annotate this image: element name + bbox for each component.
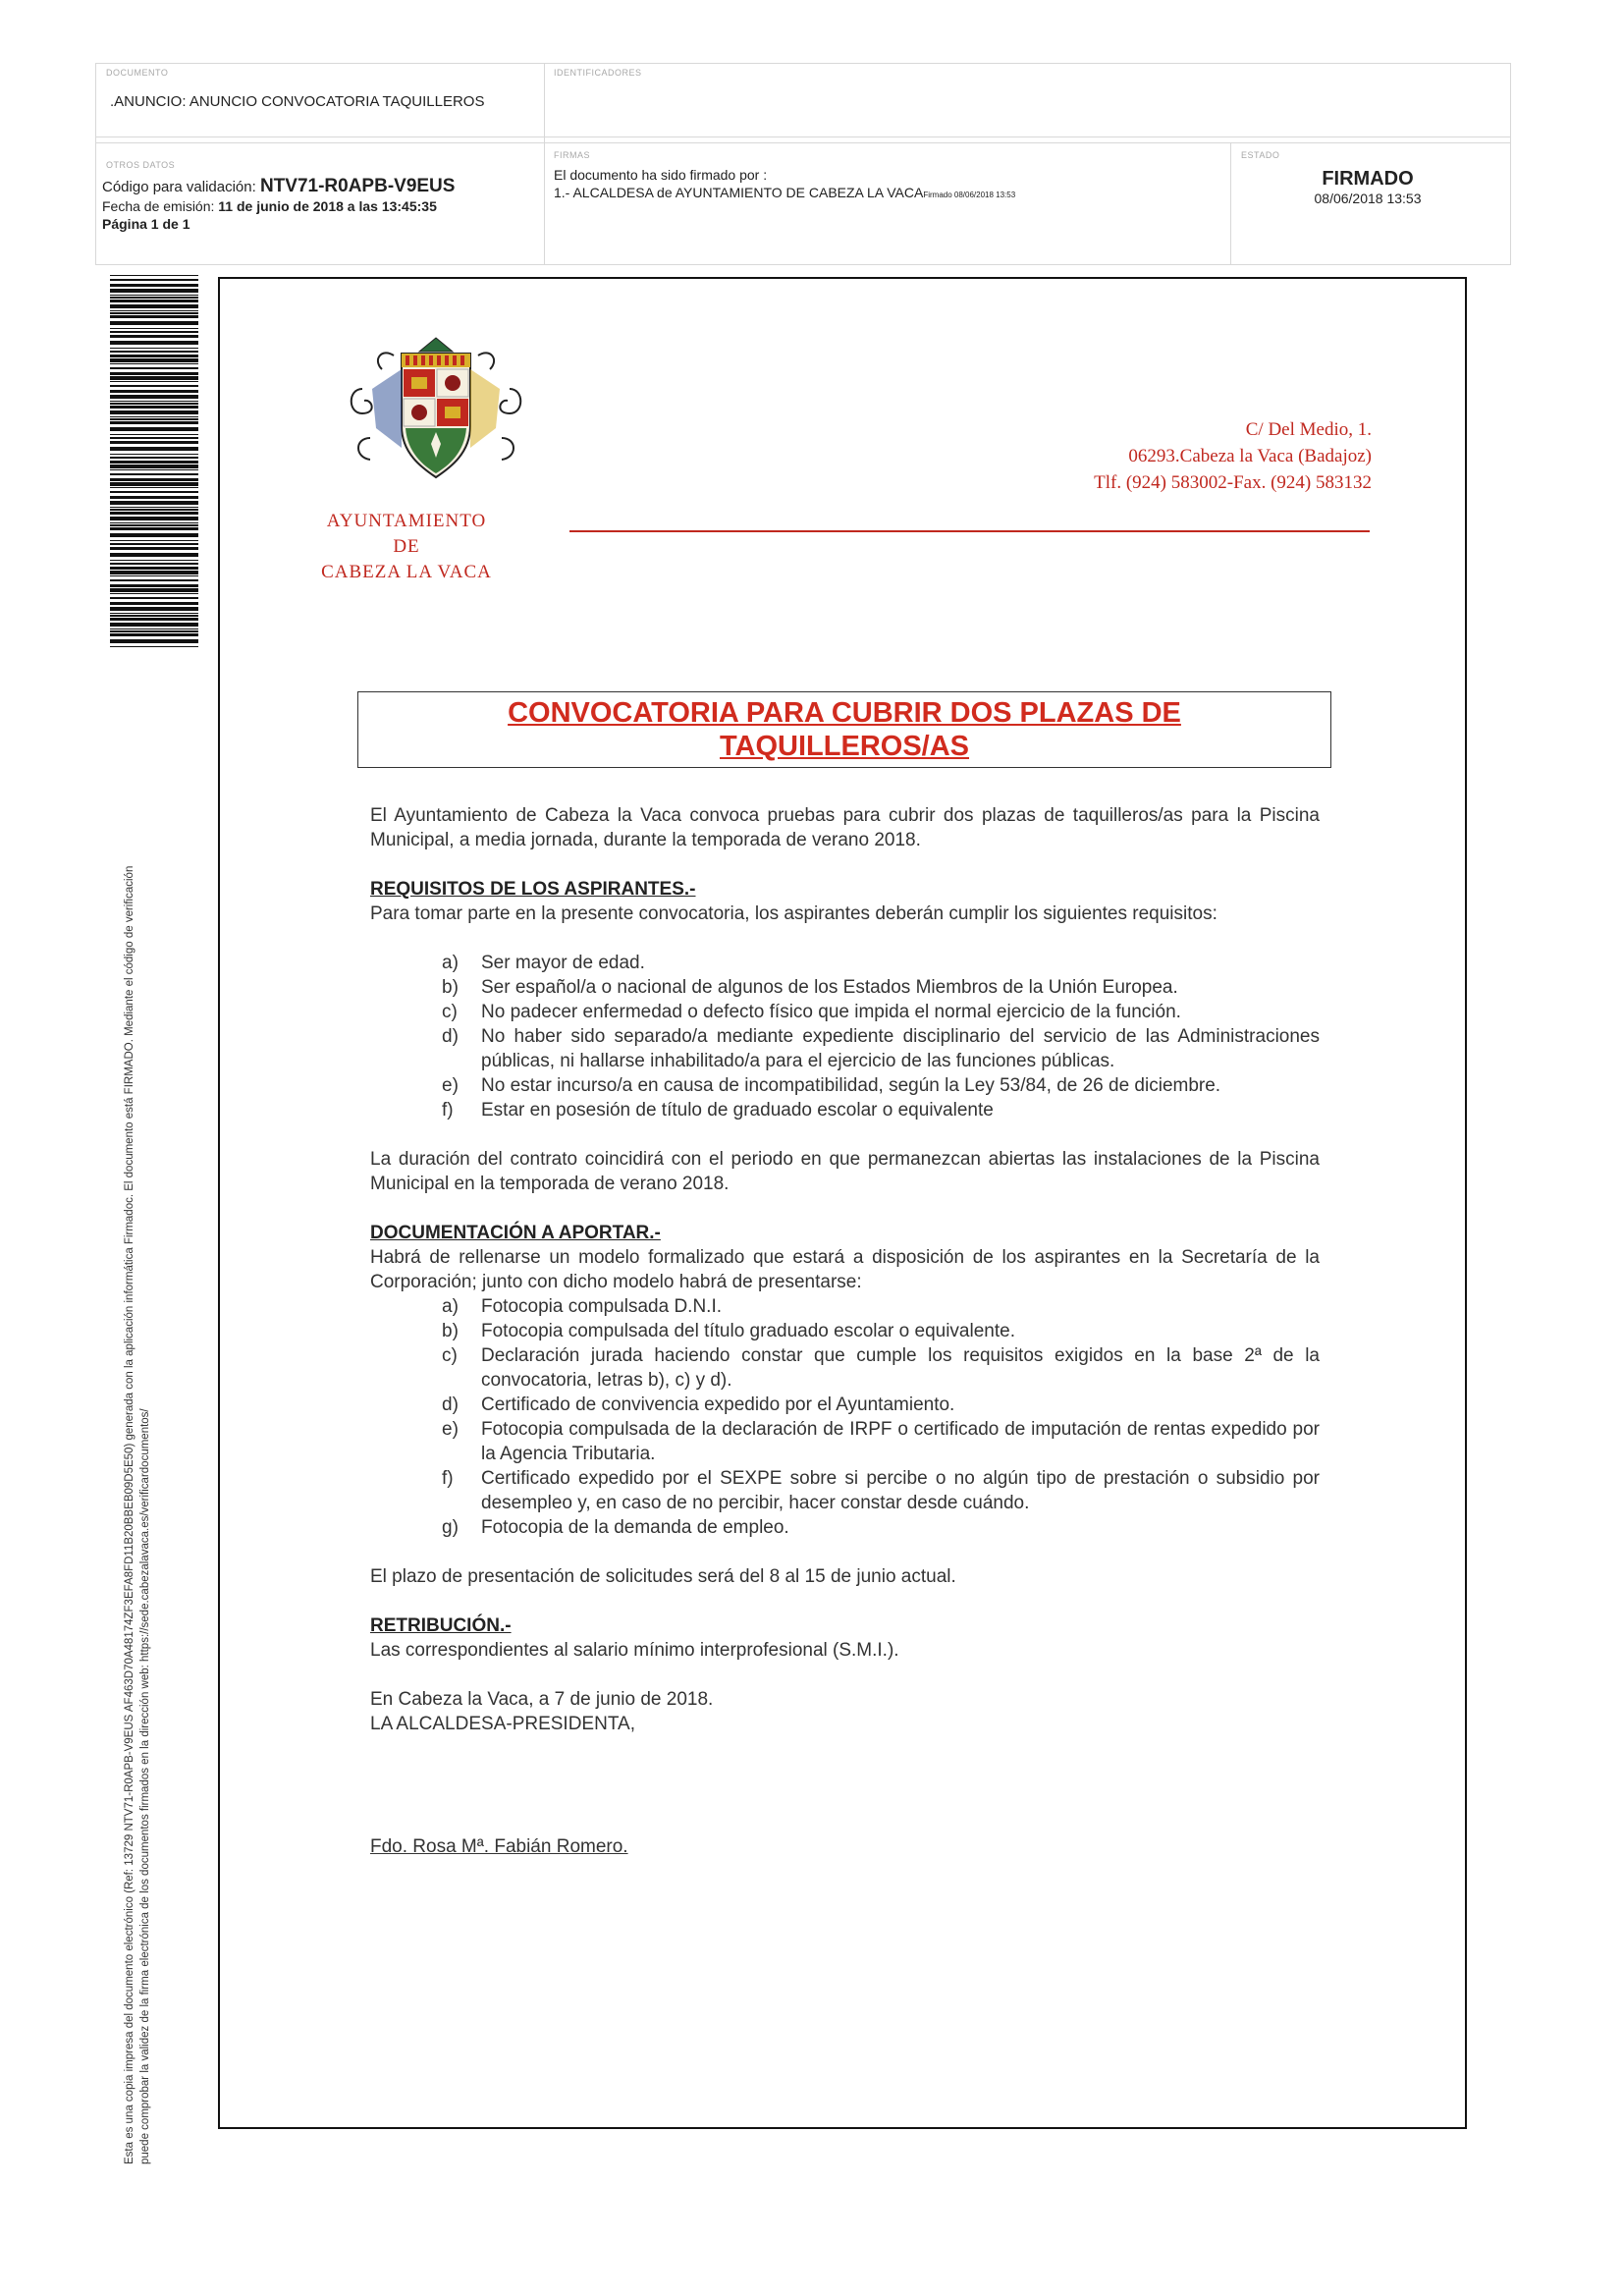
barcode-bar xyxy=(110,341,198,345)
barcode-bar xyxy=(110,478,198,481)
barcode-bar xyxy=(110,441,198,444)
barcode-bar xyxy=(110,575,198,576)
barcode-bar xyxy=(110,602,198,605)
requisito-item xyxy=(370,1098,1320,1122)
barcode-bar xyxy=(110,348,198,349)
barcode-bar xyxy=(110,300,198,302)
documentacion-list xyxy=(370,1294,1320,1540)
coat-of-arms-icon xyxy=(343,330,529,487)
fecha-value: 11 de junio de 2018 a las 13:45:35 xyxy=(218,198,437,214)
barcode-bar xyxy=(110,335,198,338)
duracion-paragraph: La duración del contrato coincidirá con el periodo en que permanezcan abiertas las instalaciones de la Piscina Municipal en la temporada de verano 2018. xyxy=(370,1149,1320,1194)
barcode-bar xyxy=(110,355,198,357)
cargo: LA ALCALDESA-PRESIDENTA, xyxy=(370,1714,635,1734)
barcode-bar xyxy=(110,297,198,299)
barcode-bar xyxy=(110,533,198,537)
barcode-bar xyxy=(110,328,198,329)
barcode-bar xyxy=(110,491,198,493)
ayto-line2: DE xyxy=(393,536,420,557)
title-line1: CONVOCATORIA PARA CUBRIR DOS PLAZAS DE xyxy=(508,697,1181,729)
requisito-item xyxy=(370,951,1320,975)
documento-item-text: Fotocopia compulsada D.N.I. xyxy=(481,1296,723,1317)
documento-item-text: Fotocopia de la demanda de empleo. xyxy=(481,1517,789,1538)
barcode-bar xyxy=(110,553,198,557)
documento-item-text: Fotocopia compulsada del título graduado escolar o equivalente. xyxy=(481,1321,1015,1341)
requisitos-heading: REQUISITOS DE LOS ASPIRANTES.- xyxy=(370,879,696,900)
barcode-bar xyxy=(110,310,198,311)
barcode-bar xyxy=(110,543,198,545)
barcode-bar xyxy=(110,351,198,353)
documento-item xyxy=(370,1515,1320,1540)
estado-value: FIRMADO xyxy=(1322,168,1414,190)
ayto-line1: AYUNTAMIENTO xyxy=(326,511,487,531)
barcode-bar xyxy=(110,501,198,505)
identificadores-label: IDENTIFICADORES xyxy=(554,68,642,78)
documento-item xyxy=(370,1319,1320,1343)
address-block xyxy=(1094,416,1372,496)
barcode-bar xyxy=(110,507,198,508)
ayuntamiento-name xyxy=(289,509,524,585)
documento-item xyxy=(370,1466,1320,1515)
barcode-bar xyxy=(110,579,198,581)
barcode-bar xyxy=(110,613,198,614)
address-line2: 06293.Cabeza la Vaca (Badajoz) xyxy=(1128,446,1372,466)
barcode-bar xyxy=(110,427,198,431)
barcode-bar xyxy=(110,496,198,499)
barcode-bar xyxy=(110,633,198,636)
barcode-bar xyxy=(110,547,198,550)
barcode-bar xyxy=(110,418,198,420)
requisito-item-key: f) xyxy=(442,1100,454,1121)
requisito-item-text: Ser mayor de edad. xyxy=(481,953,645,973)
estado-label: ESTADO xyxy=(1241,150,1280,160)
plazo-paragraph: El plazo de presentación de solicitudes será del 8 al 15 de junio actual. xyxy=(370,1566,956,1587)
barcode-bar xyxy=(110,487,198,488)
requisito-item-text: No haber sido separado/a mediante expediente disciplinario del servicio de las Administraciones públicas, ni hallarse inhabilitado/a para el ejercicio de las funciones públicas. xyxy=(481,1026,1320,1071)
fecha-lugar: En Cabeza la Vaca, a 7 de junio de 2018. xyxy=(370,1689,714,1710)
firmas-label: FIRMAS xyxy=(554,150,591,160)
documento-value: .ANUNCIO: ANUNCIO CONVOCATORIA TAQUILLEROS xyxy=(110,93,485,110)
requisito-item-text: Estar en posesión de título de graduado escolar o equivalente xyxy=(481,1100,994,1121)
retribucion-text: Las correspondientes al salario mínimo interprofesional (S.M.I.). xyxy=(370,1640,899,1661)
documento-item xyxy=(370,1393,1320,1417)
barcode-bar xyxy=(110,588,198,592)
barcode-bar xyxy=(110,630,198,632)
barcode-bar xyxy=(110,512,198,515)
firma: Fdo. Rosa Mª. Fabián Romero. xyxy=(370,1836,628,1857)
requisito-item-key: a) xyxy=(442,953,459,973)
barcode-bar xyxy=(110,522,198,523)
retribucion-heading: RETRIBUCIÓN.- xyxy=(370,1615,512,1636)
barcode-bar xyxy=(110,284,198,287)
codigo-value: NTV71-R0APB-V9EUS xyxy=(259,176,456,196)
documentacion-heading: DOCUMENTACIÓN A APORTAR.- xyxy=(370,1223,661,1243)
barcode-bar xyxy=(110,279,198,281)
barcode-bar xyxy=(110,385,198,387)
barcode-bar xyxy=(110,646,198,647)
letterhead-divider xyxy=(569,530,1370,532)
barcode-bar xyxy=(110,469,198,470)
document-body xyxy=(370,803,1320,1859)
documento-item-key: d) xyxy=(442,1394,459,1415)
barcode-bar xyxy=(110,615,198,617)
barcode-bar xyxy=(110,639,198,643)
barcode-bar xyxy=(110,367,198,369)
address-line1: C/ Del Medio, 1. xyxy=(1245,419,1372,440)
codigo-label: Código para validación: xyxy=(102,179,256,195)
barcode-bar xyxy=(110,527,198,530)
documento-item xyxy=(370,1417,1320,1466)
barcode-bar xyxy=(110,403,198,405)
barcode-bar xyxy=(110,390,198,393)
requisito-item-key: c) xyxy=(442,1002,458,1022)
documento-item xyxy=(370,1343,1320,1393)
barcode-bar xyxy=(110,607,198,611)
requisitos-intro: Para tomar parte en la presente convocatoria, los aspirantes deberán cumplir los siguientes requisitos: xyxy=(370,903,1217,924)
documento-item-key: a) xyxy=(442,1296,459,1317)
ayto-line3: CABEZA LA VACA xyxy=(321,562,492,582)
firmas-small: Firmado 08/06/2018 13:53 xyxy=(923,191,1016,199)
documento-item-text: Fotocopia compulsada de la declaración de IRPF o certificado de imputación de rentas expedido por la Agencia Tributaria. xyxy=(481,1419,1320,1464)
barcode-bar xyxy=(110,447,198,451)
barcode-bar xyxy=(110,395,198,399)
requisito-item-key: b) xyxy=(442,977,459,998)
barcode-bar xyxy=(110,597,198,599)
requisito-item-key: d) xyxy=(442,1026,459,1047)
firmas-line2: 1.- ALCALDESA de AYUNTAMIENTO DE CABEZA LA VACA xyxy=(554,185,924,200)
documentacion-intro: Habrá de rellenarse un modelo formalizado que estará a disposición de los aspirantes en la Secretaría de la Corporación; junto con dicho modelo habrá de presentarse: xyxy=(370,1247,1320,1292)
barcode-bar xyxy=(110,517,198,520)
barcode-bar xyxy=(110,437,198,439)
barcode-bar xyxy=(110,406,198,409)
barcode-bar xyxy=(110,381,198,382)
barcode-bar xyxy=(110,593,198,594)
barcode-bar xyxy=(110,584,198,587)
intro-paragraph: El Ayuntamiento de Cabeza la Vaca convoca pruebas para cubrir dos plazas de taquilleros/as para la Piscina Municipal, a media jornada, durante la temporada de verano 2018. xyxy=(370,805,1320,850)
otros-datos-label: OTROS DATOS xyxy=(106,160,176,170)
barcode-bar xyxy=(110,473,198,475)
barcode-bar xyxy=(110,315,198,318)
barcode-image xyxy=(110,275,198,648)
barcode-bar xyxy=(110,563,198,565)
barcode-bar xyxy=(110,312,198,314)
barcode-bar xyxy=(110,623,198,627)
requisito-item xyxy=(370,1073,1320,1098)
requisito-item xyxy=(370,975,1320,1000)
barcode-bar xyxy=(110,372,198,375)
requisito-item xyxy=(370,1000,1320,1024)
barcode-bar xyxy=(110,465,198,468)
documento-item-key: b) xyxy=(442,1321,459,1341)
requisito-item-text: No padecer enfermedad o defecto físico que impida el normal ejercicio de la función. xyxy=(481,1002,1181,1022)
documento-item-key: e) xyxy=(442,1419,459,1440)
documento-item-text: Certificado expedido por el SEXPE sobre si percibe o no algún tipo de prestación o subsidio por desempleo y, en caso de no percibir, hacer constar desde cuándo. xyxy=(481,1468,1320,1513)
side-note-line2: puede comprobar la validez de la firma electrónica de los documentos firmados en la dirección web: https://sede.cabezalavaca.es/verificardocumentos/ xyxy=(139,1408,151,2164)
documento-item-text: Declaración jurada haciendo constar que cumple los requisitos exigidos en la base 2ª de la convocatoria, letras b), c) y d). xyxy=(481,1345,1320,1391)
requisito-item-text: No estar incurso/a en causa de incompatibilidad, según la Ley 53/84, de 26 de diciembre. xyxy=(481,1075,1221,1096)
document-metadata-header xyxy=(95,63,1511,265)
barcode-bar xyxy=(110,571,198,574)
barcode-bar xyxy=(110,358,198,362)
barcode-bar xyxy=(110,321,198,325)
barcode-bar xyxy=(110,331,198,333)
barcode-bar xyxy=(110,363,198,364)
barcode-bar xyxy=(110,482,198,486)
convocatoria-title xyxy=(357,691,1331,768)
side-note-line1: Esta es una copia impresa del documento electrónico (Ref: 13729 NTV71-R0APB-V9EUS AF463D70A48174ZF3EFA8FD11B20BBEB09D5E50) generada con la aplicación informática Firmadoc. El documento está FIRMADO. Mediante el código de verificación xyxy=(124,865,135,2164)
barcode-bar xyxy=(110,454,198,455)
barcode-bar xyxy=(110,275,198,276)
requisito-item-text: Ser español/a o nacional de algunos de los Estados Miembros de la Unión Europea. xyxy=(481,977,1178,998)
firmas-line1: El documento ha sido firmado por : xyxy=(554,167,768,183)
barcode-bar xyxy=(110,618,198,621)
barcode-bar xyxy=(110,289,198,293)
documento-label: DOCUMENTO xyxy=(106,68,169,78)
documento-item-text: Certificado de convivencia expedido por el Ayuntamiento. xyxy=(481,1394,955,1415)
requisitos-list xyxy=(370,951,1320,1122)
barcode-bar xyxy=(110,434,198,435)
barcode-bar xyxy=(110,560,198,561)
barcode-bar xyxy=(110,461,198,464)
fecha-label: Fecha de emisión: xyxy=(102,198,215,214)
barcode-bar xyxy=(110,457,198,459)
requisito-item xyxy=(370,1024,1320,1073)
documento-item xyxy=(370,1294,1320,1319)
barcode-bar xyxy=(110,304,198,308)
barcode-bar xyxy=(110,421,198,424)
barcode-bar xyxy=(110,376,198,380)
barcode-bar xyxy=(110,509,198,511)
barcode-bar xyxy=(110,524,198,526)
barcode-bar xyxy=(110,540,198,541)
barcode-bar xyxy=(110,410,198,414)
documento-item-key: g) xyxy=(442,1517,459,1538)
estado-date: 08/06/2018 13:53 xyxy=(1314,191,1422,206)
documento-item-key: c) xyxy=(442,1345,458,1366)
address-line3: Tlf. (924) 583002-Fax. (924) 583132 xyxy=(1094,472,1372,493)
requisito-item-key: e) xyxy=(442,1075,459,1096)
title-line2: TAQUILLEROS/AS xyxy=(719,731,970,762)
barcode-bar xyxy=(110,567,198,570)
documento-item-key: f) xyxy=(442,1468,454,1489)
document-page xyxy=(218,277,1467,2129)
barcode-bar xyxy=(110,295,198,296)
barcode-bar xyxy=(110,416,198,417)
barcode-bar xyxy=(110,401,198,402)
pagina-indicator: Página 1 de 1 xyxy=(102,216,190,232)
